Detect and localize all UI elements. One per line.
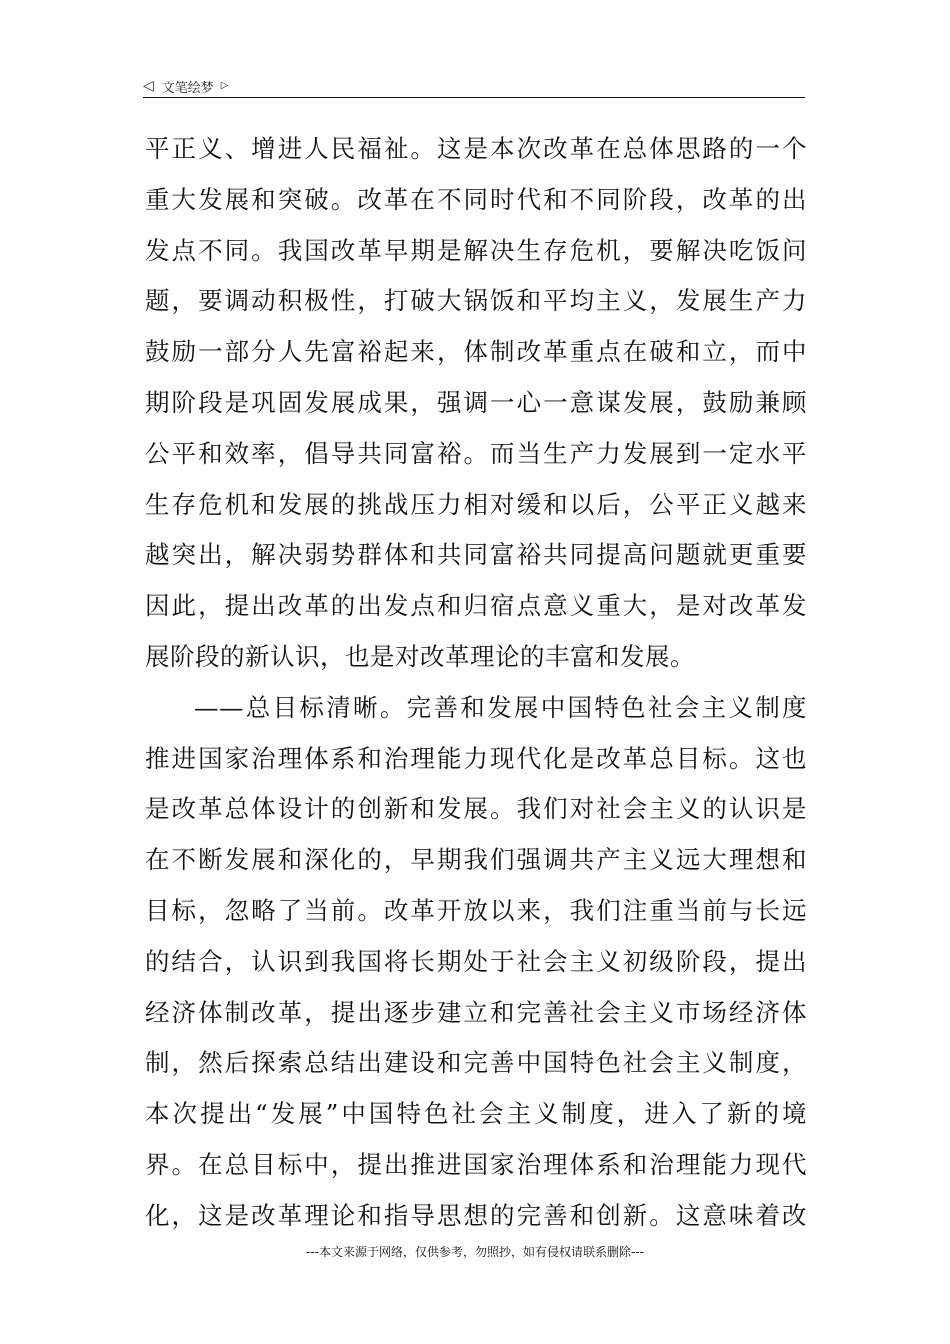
right-triangle-icon: ▷ [220, 80, 229, 91]
text-line: 化，这是改革理论和指导思想的完善和创新。这意味着改 [145, 1200, 807, 1230]
text-line: 平正义、增进人民福祉。这是本次改革在总体思路的一个 [145, 134, 807, 163]
text-line: 推进国家治理体系和治理能力现代化是改革总目标。这也 [145, 743, 807, 773]
text-line: 制，然后探索总结出建设和完善中国特色社会主义制度， [145, 1048, 807, 1078]
text-line: ——总目标清晰。完善和发展中国特色社会主义制度 [194, 692, 807, 722]
document-body [145, 124, 807, 1242]
text-line: 因此，提出改革的出发点和归宿点意义重大，是对改革发 [145, 591, 807, 621]
header-divider [143, 97, 805, 98]
header-title: 文笔绘梦 [161, 80, 214, 96]
text-line: 生存危机和发展的挑战压力相对缓和以后，公平正义越来 [145, 489, 807, 519]
text-line: 鼓励一部分人先富裕起来，体制改革重点在破和立，而中 [145, 337, 807, 367]
page-footer: ---本文来源于网络，仅供参考，勿照抄，如有侵权请联系删除--- [306, 1245, 644, 1259]
text-line: 重大发展和突破。改革在不同时代和不同阶段，改革的出 [145, 184, 807, 214]
text-line: 期阶段是巩固发展成果，强调一心一意谋发展，鼓励兼顾 [145, 387, 807, 417]
text-line: 展阶段的新认识，也是对改革理论的丰富和发展。 [145, 641, 695, 671]
text-line: 题，要调动积极性，打破大锅饭和平均主义，发展生产力 [145, 286, 807, 316]
text-line: 在不断发展和深化的，早期我们强调共产主义远大理想和 [145, 845, 807, 875]
text-line: 界。在总目标中，提出推进国家治理体系和治理能力现代 [145, 1149, 807, 1179]
text-line: 发点不同。我国改革早期是解决生存危机，要解决吃饭问 [145, 235, 807, 265]
text-line: 是改革总体设计的创新和发展。我们对社会主义的认识是 [145, 794, 807, 824]
left-triangle-icon: ◁ [143, 78, 154, 94]
text-line: 经济体制改革，提出逐步建立和完善社会主义市场经济体 [145, 997, 807, 1027]
text-line: 的结合，认识到我国将长期处于社会主义初级阶段，提出 [145, 946, 807, 976]
text-line: 公平和效率，倡导共同富裕。而当生产力发展到一定水平 [145, 438, 807, 468]
page-header [143, 74, 805, 98]
text-line: 越突出，解决弱势群体和共同富裕共同提高问题就更重要 [145, 540, 807, 570]
text-line: 目标，忽略了当前。改革开放以来，我们注重当前与长远 [145, 895, 807, 925]
text-line: 本次提出“发展”中国特色社会主义制度，进入了新的境 [145, 1099, 807, 1129]
